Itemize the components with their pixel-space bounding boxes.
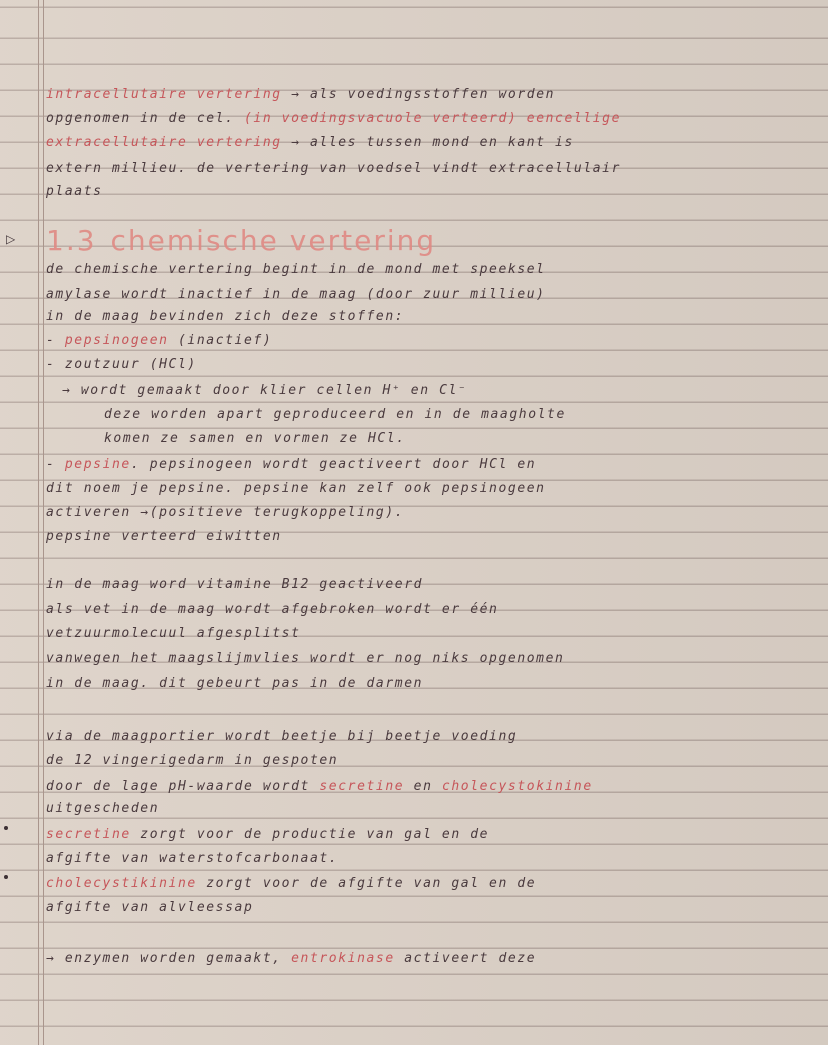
note-text: dit noem je pepsine. pepsine kan zelf ook pepsinogeen [46,481,546,496]
note-text: uitgescheden [46,801,160,816]
note-line [46,356,197,374]
bullet-dot-icon [4,826,8,830]
note-text: plaats [46,184,103,199]
highlighted-term: (in voedingsvacuole verteerd) eencellige [243,111,622,126]
note-text: extern millieu. de vertering van voedsel vindt extracellulair [46,161,622,176]
note-line [46,86,555,104]
note-text: - [46,457,65,472]
note-line [46,576,423,594]
note-line [46,261,546,279]
section-heading [46,224,436,257]
highlighted-term: pepsinogeen [64,333,169,348]
note-line [46,899,253,917]
note-line [104,430,406,448]
note-line [46,950,536,968]
note-text: - zoutzuur (HCl) [46,357,197,372]
note-text: door de lage pH-waarde wordt [46,779,320,794]
note-text: amylase wordt inactief in de maag (door zuur millieu) [46,287,546,302]
note-line [46,456,536,474]
highlighted-term: intracellutaire vertering [46,87,282,102]
note-line [46,601,498,619]
note-line [46,480,546,498]
highlighted-term: cholecystokinine [441,779,593,794]
note-line [46,332,272,350]
note-line [46,308,404,326]
note-text: in de maag word vitamine B12 geactiveerd [46,577,424,592]
note-text: als vet in de maag wordt afgebroken wordt er één [46,602,499,617]
note-line [46,286,546,304]
note-text: via de maagportier wordt beetje bij beetje voeding [46,729,518,744]
note-text: de chemische vertering begint in de mond met speeksel [46,262,546,277]
note-line [46,826,489,844]
note-line [46,625,301,643]
bullet-dot-icon [4,875,8,879]
note-text: vanwegen het maagslijmvlies wordt er nog niks opgenomen [46,651,565,666]
note-text: en [404,779,442,794]
highlighted-term: secretine [319,779,405,794]
note-line [46,110,621,128]
note-text: in de maag bevinden zich deze stoffen: [46,309,405,324]
note-line [104,406,566,424]
note-line [46,800,159,818]
heading-title: chemische vertering [110,224,437,257]
note-text: zorgt voor de afgifte van gal en de [196,876,537,891]
note-text: → als voedingsstoffen worden [281,87,556,102]
note-text: → wordt gemaakt door klier cellen H⁺ en Cl⁻ [62,383,468,398]
note-text: vetzuurmolecuul afgesplitst [46,626,301,641]
highlighted-term: secretine [46,827,131,842]
note-text: in de maag. dit gebeurt pas in de darmen [46,676,424,691]
note-text: → alles tussen mond en kant is [281,135,574,150]
note-text: activeren →(positieve terugkoppeling). [46,505,405,520]
note-text: → enzymen worden gemaakt, [46,951,292,966]
highlighted-term: cholecystikinine [46,876,197,891]
note-line [46,183,103,201]
highlighted-term: entrokinase [291,951,395,966]
note-text: afgifte van alvleessap [46,900,254,915]
note-line [46,528,282,546]
note-line [46,752,338,770]
highlighted-term: extracellutaire vertering [46,135,282,150]
note-text: - [46,333,65,348]
note-line [46,850,338,868]
note-line [46,778,593,796]
note-text: . pepsinogeen wordt geactiveert door HCl en [130,457,537,472]
note-line [46,650,564,668]
note-text: (inactief) [168,333,273,348]
note-line [46,728,517,746]
note-text: zorgt voor de productie van gal en de [130,827,490,842]
note-text: activeert deze [394,951,537,966]
note-text: pepsine verteerd eiwitten [46,529,282,544]
margin-line [38,0,39,1045]
note-text: komen ze samen en vormen ze HCl. [104,431,406,446]
heading-number: 1.3 [46,224,97,257]
note-line [46,675,423,693]
note-text: de 12 vingerigedarm in gespoten [46,753,339,768]
note-line [62,382,467,400]
highlighted-term: pepsine [64,457,131,472]
heading-arrow-icon: ▷ [6,232,16,246]
note-line [46,160,621,178]
margin-line [43,0,44,1045]
note-line [46,134,574,152]
note-text: opgenomen in de cel. [46,111,244,126]
note-line [46,504,404,522]
note-text: deze worden apart geproduceerd en in de maagholte [104,407,566,422]
note-line [46,875,536,893]
note-text: afgifte van waterstofcarbonaat. [46,851,339,866]
